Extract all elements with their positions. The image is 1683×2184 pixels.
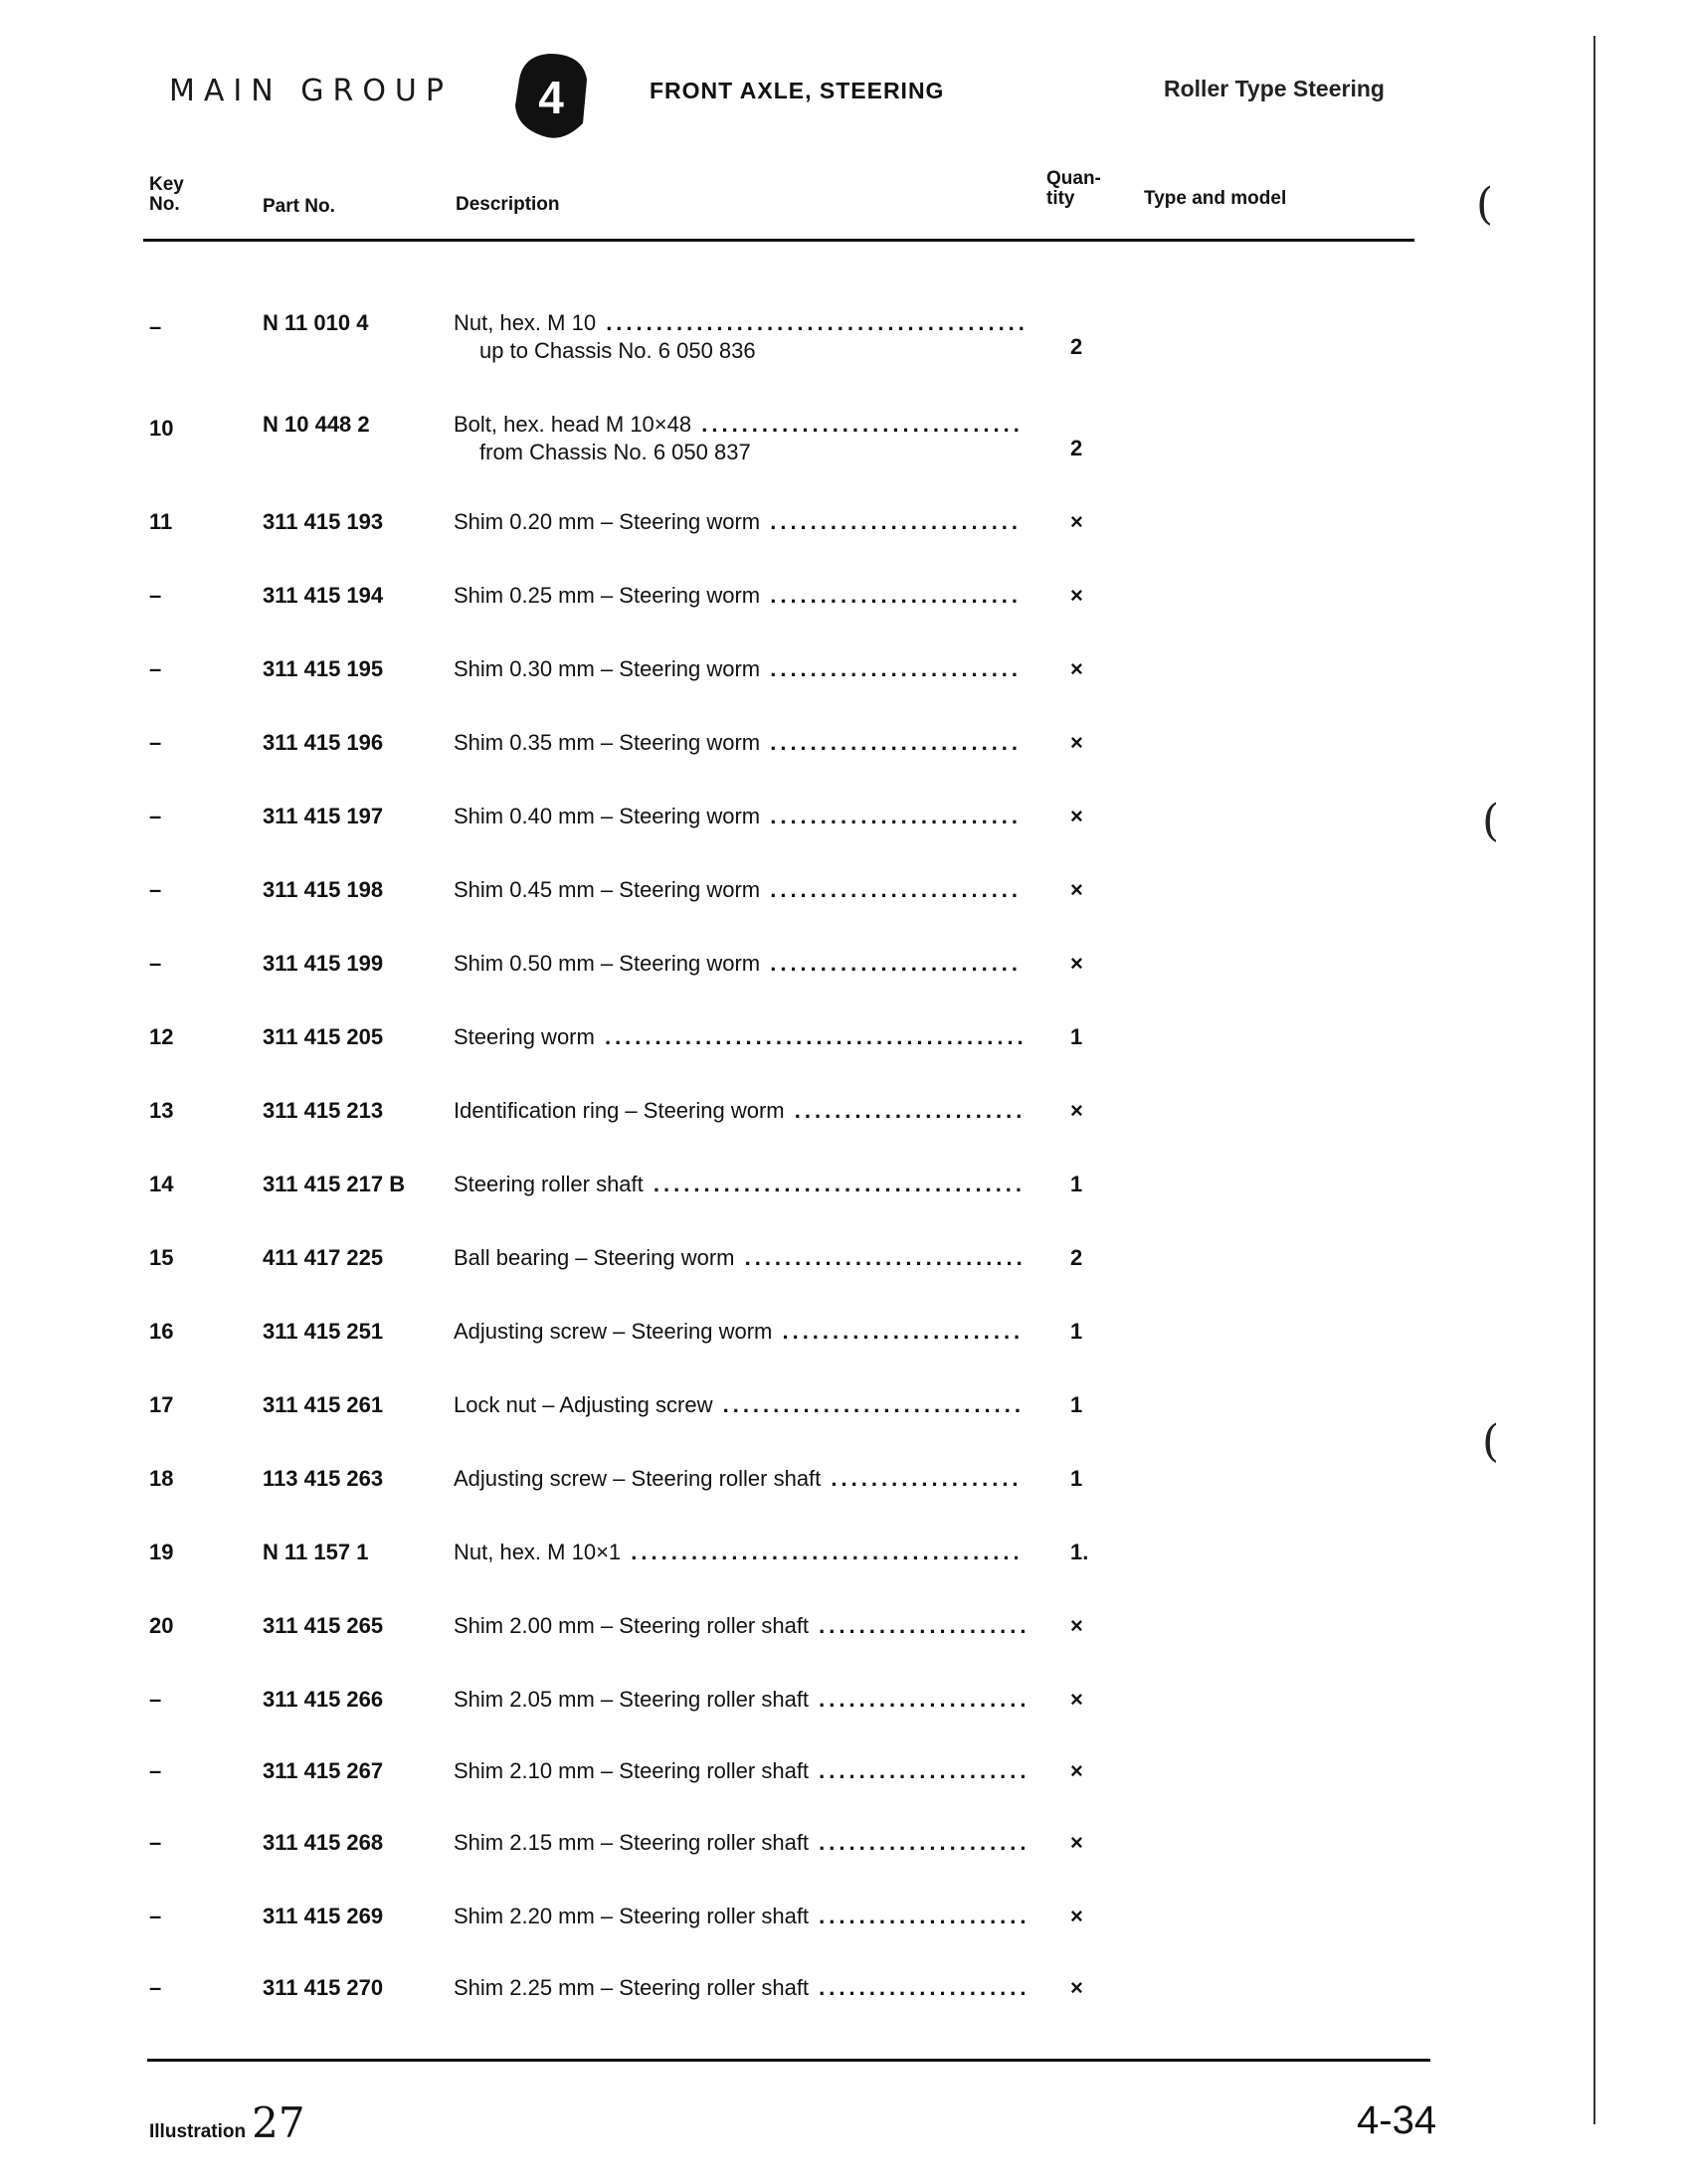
description-text: Shim 2.15 mm – Steering roller shaft (454, 1830, 810, 1855)
header-rule (143, 239, 1414, 242)
table-row (0, 1319, 1683, 1378)
description (454, 877, 1022, 903)
part-no: 311 415 261 (263, 1392, 384, 1417)
quantity: 1 (1070, 1392, 1083, 1417)
key-no: 13 (149, 1098, 174, 1123)
table-row (0, 1466, 1683, 1526)
key-no: 12 (149, 1024, 174, 1049)
description-text: Adjusting screw – Steering roller shaft (454, 1466, 822, 1491)
key-no: – (149, 314, 162, 339)
description-text: Identification ring – Steering worm (454, 1098, 785, 1123)
key-no: 18 (149, 1466, 174, 1491)
leader-dots: ............................ (734, 1245, 1027, 1270)
quantity: × (1070, 656, 1083, 681)
description (454, 1392, 1025, 1418)
leader-dots: ......................... (760, 730, 1023, 755)
description (454, 804, 1022, 829)
part-no: 311 415 217 B (263, 1172, 406, 1196)
description-text: Adjusting screw – Steering worm (454, 1319, 773, 1344)
description-text: Shim 0.30 mm – Steering worm (454, 656, 761, 681)
leader-dots: ....................................... (621, 1540, 1024, 1564)
table-row (0, 1830, 1683, 1890)
part-no: 311 415 196 (263, 730, 384, 755)
description (454, 1830, 1030, 1856)
leader-dots: ..................................... (643, 1172, 1027, 1196)
page-edge-line (1593, 36, 1595, 2124)
quantity: 2 (1070, 334, 1083, 359)
description-text: Lock nut – Adjusting screw (454, 1392, 713, 1417)
description-detail: from Chassis No. 6 050 837 (479, 440, 751, 464)
group-number: 4 (538, 72, 564, 123)
table-row (0, 583, 1683, 642)
quantity: × (1070, 730, 1083, 755)
table-row (0, 1098, 1683, 1158)
part-no: 311 415 197 (263, 804, 384, 828)
quantity: × (1070, 804, 1083, 828)
quantity: × (1070, 1975, 1083, 2000)
leader-dots: ..................... (809, 1975, 1030, 2000)
description-text: Shim 2.20 mm – Steering roller shaft (454, 1904, 810, 1928)
col-quantity: Quan- tity (1046, 168, 1101, 209)
table-row (0, 1172, 1683, 1231)
key-no: 20 (149, 1613, 174, 1638)
description-text: Shim 0.35 mm – Steering worm (454, 730, 761, 755)
section-title: FRONT AXLE, STEERING (650, 78, 945, 103)
leader-dots: .......................................... (596, 310, 1028, 335)
description (454, 1098, 1026, 1124)
description-text: Shim 0.40 mm – Steering worm (454, 804, 761, 828)
table-row (0, 1392, 1683, 1452)
margin-bracket-mark: ( (1476, 179, 1494, 230)
table-row (0, 1758, 1683, 1818)
key-no: 14 (149, 1172, 174, 1196)
part-no: N 10 448 2 (263, 412, 370, 437)
description (454, 1975, 1030, 2001)
description (454, 1466, 1023, 1492)
part-no: 311 415 270 (263, 1975, 384, 2000)
col-part-no: Part No. (263, 196, 335, 217)
table-row (0, 951, 1683, 1010)
table-row (0, 1613, 1683, 1673)
description (454, 951, 1022, 977)
description-text: Shim 2.05 mm – Steering roller shaft (454, 1687, 810, 1712)
description-text: Shim 0.50 mm – Steering worm (454, 951, 761, 976)
part-no: 311 415 199 (263, 951, 384, 976)
table-row (0, 1904, 1683, 1963)
quantity: × (1070, 877, 1083, 902)
part-no: 311 415 267 (263, 1758, 384, 1783)
table-row (0, 509, 1683, 569)
leader-dots: ................... (821, 1466, 1023, 1491)
leader-dots: ......................... (760, 656, 1023, 681)
part-no: 311 415 265 (263, 1613, 384, 1638)
quantity: × (1070, 1830, 1083, 1855)
description (454, 412, 1024, 465)
group-number-badge (509, 50, 591, 141)
description-text: Steering worm (454, 1024, 595, 1049)
description-text: Shim 0.45 mm – Steering worm (454, 877, 761, 902)
key-no: – (149, 583, 162, 608)
leader-dots: ....................... (784, 1098, 1027, 1123)
quantity: 2 (1070, 436, 1083, 460)
subsection-title: Roller Type Steering (1164, 76, 1385, 101)
col-type-model: Type and model (1144, 188, 1287, 209)
page-number: 4-34 (1357, 2098, 1437, 2142)
margin-bracket-mark: ( (1482, 1416, 1500, 1467)
leader-dots: ......................... (760, 877, 1023, 902)
description (454, 1758, 1030, 1784)
description-text: Shim 2.00 mm – Steering roller shaft (454, 1613, 810, 1638)
col-description: Description (456, 194, 560, 215)
description (454, 1613, 1030, 1639)
key-no: – (149, 656, 162, 681)
table-row (0, 1245, 1683, 1305)
key-no: – (149, 730, 162, 755)
description-text: Bolt, hex. head M 10×48 (454, 412, 692, 437)
margin-bracket-mark: ( (1482, 796, 1500, 846)
table-row (0, 412, 1683, 471)
leader-dots: ........................ (772, 1319, 1025, 1344)
key-no: – (149, 804, 162, 828)
quantity: × (1070, 509, 1083, 534)
part-no: 311 415 266 (263, 1687, 384, 1712)
leader-dots: ..................... (809, 1904, 1030, 1928)
description (454, 509, 1022, 535)
key-no: 16 (149, 1319, 174, 1344)
part-no: 311 415 213 (263, 1098, 384, 1123)
leader-dots: .......................................... (594, 1024, 1028, 1049)
key-no: 10 (149, 416, 174, 441)
description (454, 1687, 1030, 1713)
table-row (0, 310, 1683, 370)
part-no: 311 415 205 (263, 1024, 384, 1049)
table-row (0, 1540, 1683, 1599)
key-no: 11 (149, 509, 173, 534)
key-no: – (149, 1975, 162, 2000)
quantity: × (1070, 1687, 1083, 1712)
quantity: 1. (1070, 1540, 1089, 1564)
main-group-label: MAIN GROUP (169, 74, 453, 108)
description-text: Shim 2.10 mm – Steering roller shaft (454, 1758, 810, 1783)
description (454, 1245, 1027, 1271)
leader-dots: ..................... (809, 1758, 1030, 1783)
part-no: 411 417 225 (263, 1245, 384, 1270)
table-row (0, 1975, 1683, 2035)
part-no: 311 415 193 (263, 509, 384, 534)
description-text: Shim 2.25 mm – Steering roller shaft (454, 1975, 810, 2000)
key-no: 17 (149, 1392, 174, 1417)
quantity: × (1070, 1098, 1083, 1123)
quantity: 2 (1070, 1245, 1083, 1270)
illustration-number: 27 (252, 2098, 305, 2147)
quantity: 1 (1070, 1024, 1083, 1049)
leader-dots: .............................. (712, 1392, 1025, 1417)
quantity: × (1070, 1904, 1083, 1928)
key-no: – (149, 1904, 162, 1928)
table-row (0, 1024, 1683, 1084)
description-text: Ball bearing – Steering worm (454, 1245, 735, 1270)
description (454, 1540, 1024, 1565)
leader-dots: ......................... (760, 951, 1023, 976)
description (454, 1024, 1028, 1050)
description (454, 1904, 1030, 1929)
description-text: Nut, hex. M 10 (454, 310, 597, 335)
quantity: 1 (1070, 1319, 1083, 1344)
part-no: N 11 157 1 (263, 1540, 369, 1564)
leader-dots: ......................... (760, 804, 1023, 828)
leader-dots: ......................... (760, 583, 1023, 608)
leader-dots: ..................... (809, 1613, 1030, 1638)
table-row (0, 730, 1683, 790)
key-no: – (149, 951, 162, 976)
key-no: – (149, 877, 162, 902)
quantity: × (1070, 583, 1083, 608)
leader-dots: ................................ (691, 412, 1024, 437)
part-no: 311 415 251 (263, 1319, 384, 1344)
group-badge-shape (509, 50, 591, 141)
quantity: 1 (1070, 1172, 1083, 1196)
quantity: × (1070, 1613, 1083, 1638)
footer-rule (147, 2059, 1430, 2062)
table-row (0, 1687, 1683, 1746)
part-no: 311 415 198 (263, 877, 384, 902)
table-row (0, 804, 1683, 863)
part-no: 113 415 263 (263, 1466, 384, 1491)
description (454, 656, 1022, 682)
description (454, 730, 1022, 756)
description (454, 1172, 1026, 1197)
illustration-label: Illustration (149, 2121, 247, 2142)
part-no: 311 415 194 (263, 583, 384, 608)
key-no: 19 (149, 1540, 174, 1564)
part-no: 311 415 195 (263, 656, 384, 681)
description-text: Shim 0.25 mm – Steering worm (454, 583, 761, 608)
description-text: Nut, hex. M 10×1 (454, 1540, 622, 1564)
description-detail: up to Chassis No. 6 050 836 (479, 338, 756, 363)
leader-dots: ..................... (809, 1830, 1030, 1855)
description (454, 310, 1028, 364)
leader-dots: ..................... (809, 1687, 1030, 1712)
part-no: 311 415 269 (263, 1904, 384, 1928)
table-row (0, 656, 1683, 716)
quantity: × (1070, 1758, 1083, 1783)
key-no: – (149, 1687, 162, 1712)
key-no: – (149, 1758, 162, 1783)
key-no: 15 (149, 1245, 174, 1270)
illustration-ref (149, 2098, 305, 2147)
description-text: Shim 0.20 mm – Steering worm (454, 509, 761, 534)
description-text: Steering roller shaft (454, 1172, 644, 1196)
leader-dots: ......................... (760, 509, 1023, 534)
description (454, 583, 1022, 609)
description (454, 1319, 1024, 1345)
table-row (0, 877, 1683, 937)
col-key-no: Key No. (149, 174, 184, 215)
key-no: – (149, 1830, 162, 1855)
part-no: N 11 010 4 (263, 310, 369, 335)
quantity: × (1070, 951, 1083, 976)
quantity: 1 (1070, 1466, 1083, 1491)
part-no: 311 415 268 (263, 1830, 384, 1855)
